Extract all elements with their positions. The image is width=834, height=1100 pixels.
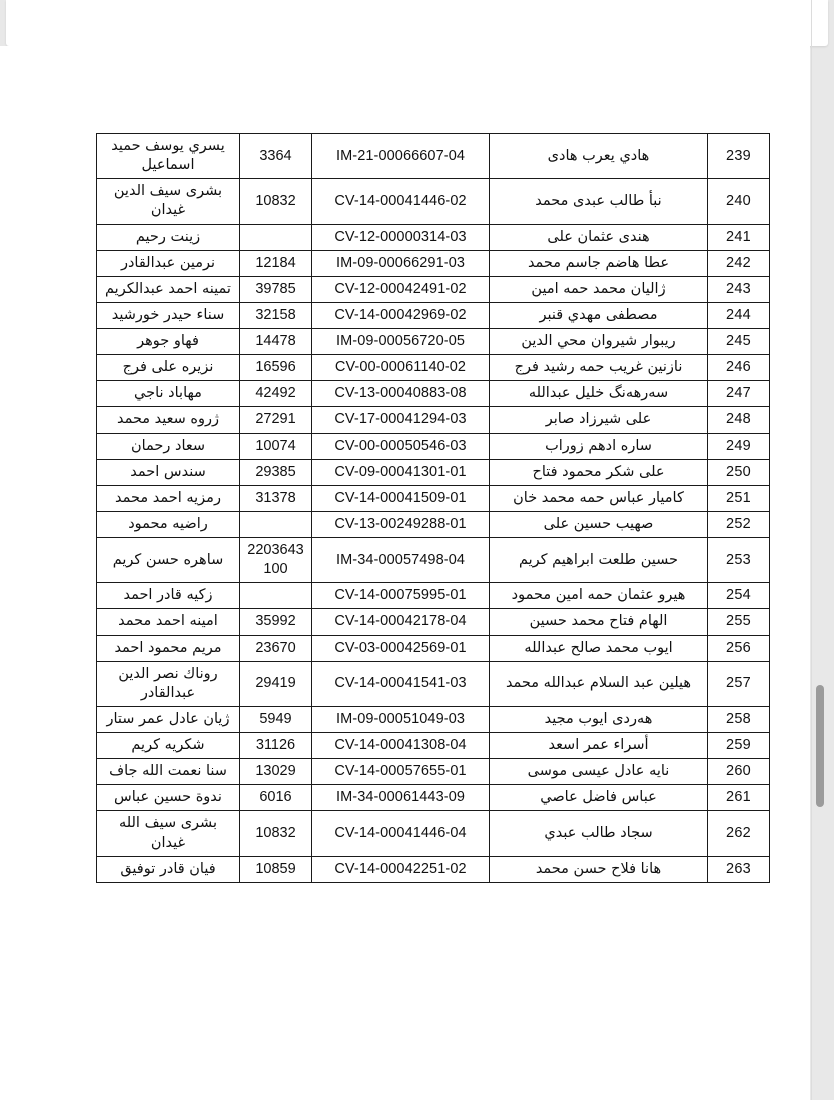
amount-cell: 10832 <box>240 811 312 856</box>
reference-code-cell: CV-14-00042969-02 <box>312 302 490 328</box>
viewer-top-bar <box>6 0 828 46</box>
row-index-cell: 247 <box>708 381 770 407</box>
secondary-name-cell: سندس احمد <box>97 459 240 485</box>
reference-code-cell: CV-00-00061140-02 <box>312 355 490 381</box>
reference-code-cell: CV-14-00042251-02 <box>312 856 490 882</box>
reference-code-cell: CV-14-00057655-01 <box>312 759 490 785</box>
row-index-cell: 242 <box>708 250 770 276</box>
secondary-name-cell: زكيه قادر احمد <box>97 583 240 609</box>
row-index-cell: 246 <box>708 355 770 381</box>
secondary-name-cell: سعاد رحمان <box>97 433 240 459</box>
row-index-cell: 261 <box>708 785 770 811</box>
reference-code-cell: CV-12-00000314-03 <box>312 224 490 250</box>
reference-code-cell: CV-14-00041446-04 <box>312 811 490 856</box>
table-row <box>97 511 770 537</box>
secondary-name-cell: مهاباد ناجي <box>97 381 240 407</box>
beneficiary-name-cell: الهام فتاح محمد حسين <box>490 609 708 635</box>
secondary-name-cell: فهاو جوهر <box>97 329 240 355</box>
secondary-name-cell: ساهره حسن كريم <box>97 538 240 583</box>
beneficiary-name-cell: عباس فاضل عاصي <box>490 785 708 811</box>
table-row <box>97 661 770 706</box>
registry-table-body <box>97 134 770 883</box>
table-row <box>97 609 770 635</box>
reference-code-cell: IM-09-00066291-03 <box>312 250 490 276</box>
amount-cell: 35992 <box>240 609 312 635</box>
secondary-name-cell: نرمين عبدالقادر <box>97 250 240 276</box>
amount-cell: 5949 <box>240 706 312 732</box>
secondary-name-cell: امينه احمد محمد <box>97 609 240 635</box>
reference-code-cell: CV-03-00042569-01 <box>312 635 490 661</box>
secondary-name-cell: نزيره على فرج <box>97 355 240 381</box>
table-row <box>97 811 770 856</box>
amount-cell: 42492 <box>240 381 312 407</box>
table-row <box>97 224 770 250</box>
reference-code-cell: CV-13-00040883-08 <box>312 381 490 407</box>
row-index-cell: 243 <box>708 276 770 302</box>
reference-code-cell: CV-14-00041541-03 <box>312 661 490 706</box>
row-index-cell: 240 <box>708 179 770 224</box>
reference-code-cell: CV-13-00249288-01 <box>312 511 490 537</box>
amount-cell: 29419 <box>240 661 312 706</box>
secondary-name-cell: راضيه محمود <box>97 511 240 537</box>
amount-cell: 10832 <box>240 179 312 224</box>
amount-cell: 31126 <box>240 733 312 759</box>
secondary-name-cell: ژروه سعيد محمد <box>97 407 240 433</box>
beneficiary-name-cell: سجاد طالب عبدي <box>490 811 708 856</box>
row-index-cell: 253 <box>708 538 770 583</box>
beneficiary-name-cell: نايه عادل عيسى موسى <box>490 759 708 785</box>
beneficiary-name-cell: كاميار عباس حمه محمد خان <box>490 485 708 511</box>
row-index-cell: 257 <box>708 661 770 706</box>
secondary-name-cell: ندوة حسين عباس <box>97 785 240 811</box>
beneficiary-name-cell: ايوب محمد صالح عبدالله <box>490 635 708 661</box>
scrollbar-thumb[interactable] <box>816 685 824 807</box>
reference-code-cell: CV-12-00042491-02 <box>312 276 490 302</box>
table-row <box>97 329 770 355</box>
table-row <box>97 459 770 485</box>
amount-cell: 39785 <box>240 276 312 302</box>
beneficiary-name-cell: نبأ طالب عبدى محمد <box>490 179 708 224</box>
secondary-name-cell: يسري يوسف حميد اسماعيل <box>97 134 240 179</box>
vertical-scrollbar[interactable] <box>814 46 828 1100</box>
table-row <box>97 733 770 759</box>
reference-code-cell: IM-34-00061443-09 <box>312 785 490 811</box>
row-index-cell: 248 <box>708 407 770 433</box>
secondary-name-cell: فيان قادر توفيق <box>97 856 240 882</box>
registry-table <box>96 133 770 883</box>
beneficiary-name-cell: على شكر محمود فتاح <box>490 459 708 485</box>
beneficiary-name-cell: مصطفى مهدي قنبر <box>490 302 708 328</box>
table-row <box>97 407 770 433</box>
reference-code-cell: IM-21-00066607-04 <box>312 134 490 179</box>
beneficiary-name-cell: ريبوار شيروان محي الدين <box>490 329 708 355</box>
beneficiary-name-cell: هانا فلاح حسن محمد <box>490 856 708 882</box>
row-index-cell: 245 <box>708 329 770 355</box>
table-row <box>97 706 770 732</box>
row-index-cell: 252 <box>708 511 770 537</box>
amount-cell <box>240 583 312 609</box>
amount-cell: 16596 <box>240 355 312 381</box>
row-index-cell: 259 <box>708 733 770 759</box>
row-index-cell: 251 <box>708 485 770 511</box>
secondary-name-cell: بشرى سيف الله غيدان <box>97 811 240 856</box>
amount-cell: 12184 <box>240 250 312 276</box>
row-index-cell: 239 <box>708 134 770 179</box>
table-row <box>97 134 770 179</box>
table-row <box>97 485 770 511</box>
viewport-divider <box>811 0 812 1100</box>
table-row <box>97 759 770 785</box>
table-row <box>97 250 770 276</box>
beneficiary-name-cell: هەردى ايوب مجيد <box>490 706 708 732</box>
beneficiary-name-cell: صهيب حسين على <box>490 511 708 537</box>
reference-code-cell: CV-17-00041294-03 <box>312 407 490 433</box>
secondary-name-cell: ژيان عادل عمر ستار <box>97 706 240 732</box>
amount-cell: 10074 <box>240 433 312 459</box>
row-index-cell: 244 <box>708 302 770 328</box>
document-page <box>0 46 810 1100</box>
table-row <box>97 635 770 661</box>
reference-code-cell: CV-14-00075995-01 <box>312 583 490 609</box>
reference-code-cell: CV-00-00050546-03 <box>312 433 490 459</box>
table-row <box>97 433 770 459</box>
beneficiary-name-cell: هادي يعرب هادى <box>490 134 708 179</box>
table-row <box>97 302 770 328</box>
amount-cell: 27291 <box>240 407 312 433</box>
amount-cell: 2203643100 <box>240 538 312 583</box>
beneficiary-name-cell: نازنين غريب حمه رشيد فرج <box>490 355 708 381</box>
secondary-name-cell: رمزيه احمد محمد <box>97 485 240 511</box>
beneficiary-name-cell: ژاليان محمد حمه امين <box>490 276 708 302</box>
row-index-cell: 263 <box>708 856 770 882</box>
reference-code-cell: CV-14-00041446-02 <box>312 179 490 224</box>
beneficiary-name-cell: عطا هاضم جاسم محمد <box>490 250 708 276</box>
amount-cell: 14478 <box>240 329 312 355</box>
beneficiary-name-cell: على شيرزاد صابر <box>490 407 708 433</box>
secondary-name-cell: روناك نصر الدين عبدالقادر <box>97 661 240 706</box>
secondary-name-cell: بشرى سيف الدين غيدان <box>97 179 240 224</box>
secondary-name-cell: زينت رحيم <box>97 224 240 250</box>
amount-cell: 31378 <box>240 485 312 511</box>
row-index-cell: 254 <box>708 583 770 609</box>
row-index-cell: 260 <box>708 759 770 785</box>
amount-cell <box>240 224 312 250</box>
amount-cell: 6016 <box>240 785 312 811</box>
row-index-cell: 250 <box>708 459 770 485</box>
secondary-name-cell: شكريه كريم <box>97 733 240 759</box>
table-row <box>97 355 770 381</box>
beneficiary-name-cell: هيرو عثمان حمه امين محمود <box>490 583 708 609</box>
amount-cell: 13029 <box>240 759 312 785</box>
table-row <box>97 856 770 882</box>
reference-code-cell: IM-09-00051049-03 <box>312 706 490 732</box>
amount-cell <box>240 511 312 537</box>
table-row <box>97 583 770 609</box>
beneficiary-name-cell: سەرهەنگ خليل عبدالله <box>490 381 708 407</box>
reference-code-cell: CV-14-00041509-01 <box>312 485 490 511</box>
secondary-name-cell: تمينه احمد عبدالكريم <box>97 276 240 302</box>
row-index-cell: 258 <box>708 706 770 732</box>
amount-cell: 10859 <box>240 856 312 882</box>
registry-table-container <box>97 133 770 883</box>
amount-cell: 3364 <box>240 134 312 179</box>
beneficiary-name-cell: حسين طلعت ابراهيم كريم <box>490 538 708 583</box>
beneficiary-name-cell: أسراء عمر اسعد <box>490 733 708 759</box>
table-row <box>97 276 770 302</box>
row-index-cell: 262 <box>708 811 770 856</box>
beneficiary-name-cell: ساره ادهم زوراب <box>490 433 708 459</box>
amount-cell: 32158 <box>240 302 312 328</box>
reference-code-cell: CV-14-00041308-04 <box>312 733 490 759</box>
beneficiary-name-cell: هندى عثمان على <box>490 224 708 250</box>
amount-cell: 23670 <box>240 635 312 661</box>
reference-code-cell: IM-34-00057498-04 <box>312 538 490 583</box>
amount-cell: 29385 <box>240 459 312 485</box>
table-row <box>97 381 770 407</box>
reference-code-cell: CV-09-00041301-01 <box>312 459 490 485</box>
row-index-cell: 249 <box>708 433 770 459</box>
reference-code-cell: CV-14-00042178-04 <box>312 609 490 635</box>
secondary-name-cell: سناء حيدر خورشيد <box>97 302 240 328</box>
secondary-name-cell: مريم محمود احمد <box>97 635 240 661</box>
table-row <box>97 179 770 224</box>
table-row <box>97 538 770 583</box>
secondary-name-cell: سنا نعمت الله جاف <box>97 759 240 785</box>
row-index-cell: 255 <box>708 609 770 635</box>
row-index-cell: 256 <box>708 635 770 661</box>
reference-code-cell: IM-09-00056720-05 <box>312 329 490 355</box>
row-index-cell: 241 <box>708 224 770 250</box>
table-row <box>97 785 770 811</box>
beneficiary-name-cell: هيلين عبد السلام عبدالله محمد <box>490 661 708 706</box>
